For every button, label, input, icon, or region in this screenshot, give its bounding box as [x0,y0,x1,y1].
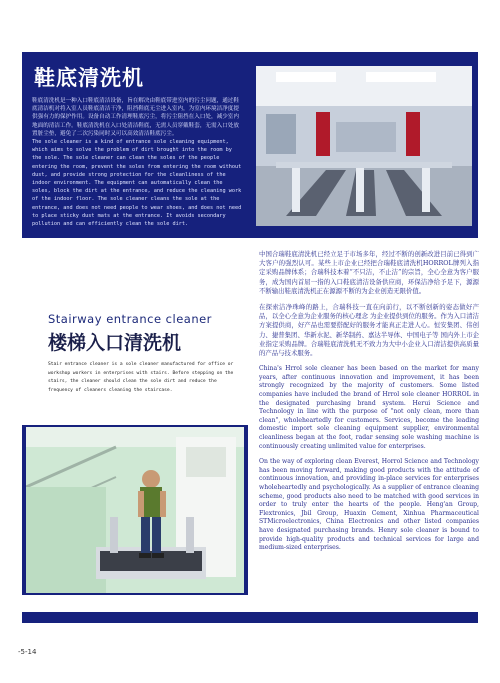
stairway-title-zh: 楼梯入口清洗机 [48,332,182,354]
stairway-body-en: Stair entrance cleaner is a sole cleaner manufactured for office or workshop workers in enterprises with stairs. Before stepping on the stairs, the cleaner should clean the sole dirt and reduce the frequency of cleaners cleaning the staircase. [48,362,234,393]
page-number: -5-14 [18,648,37,656]
stairway-photo-panel [22,425,248,595]
stairway-cleaner-photo [26,427,244,593]
paragraph-en-1: China's Hrrol sole cleaner has been based on the market for many years, after continuous innovation and improvement, it has been strongly recognized by the majority of customers. Some listed companies have included the brand of Hrrol sole cleaner HORROL in the designated purchasing brand system. Herui Science and Technology in line with the purpose of "not only clean, more than clean", wholeheartedly for customers. Services, become the leading domestic import sole cleaning equipment supplier, environmental cleanliness began at the foot, radar sensing sole washing machine is continuously creating unlimited value for enterprises. [259,365,479,450]
entrance-cleaners-photo [256,66,472,226]
sole-cleaner-body-zh: 鞋底清洗机是一种入口鞋底清洁设备，旨在解决由鞋底带进室内的污尘问题，通过鞋底清洁机对将入室人员鞋底清洁干净，阻挡鞋底无尘进入室内，为室内环境洁净度提供强有力的保护作用。设备自动工作清理鞋底污尘，将污尘阻挡在入口处，减少室内地面的清洁工作。鞋底清洗机在入口处清洁鞋底，无需人员穿戴鞋套，无需入口处放置脏尘垫，避免了二次污染同时又可以高效清洁鞋底污尘。 [32,98,239,137]
sole-cleaner-body-en: The sole cleaner is a kind of entrance sole cleaning equipment, which aims to solve the problem of dirt brought into the room by the sole. The sole cleaner can clean the soles of the people entering the room, prevent the soles from entering the room without dust, and provide strong protection for the cleanliness of the indoor environment. The equipment can automatically clean the soles, block the dirt at the entrance, and reduce the cleaning work of the indoor floor. The sole cleaner cleans the sole at the entrance, and does not need people to wear shoes, and does not need to place sticky dust mats at the entrance. It avoids secondary pollution and can efficiently clean the sole dirt. [32,139,242,228]
entrance-photo-panel [250,52,478,238]
paragraph-en-2: On the way of exploring clean Everest, Horrol Science and Technology has been moving forward, making good products with the attitude of continuous innovation, and providing in-place services for enterprises wholeheartedly and psychologically. As a supplier of entrance cleaning scheme, good products also need to be matched with good services in order to truly enter the hearts of the people. Heng'an Group, Flextronics, Jbil Group, Huaxin Cement, Xinhua Pharmaceutical STMicroelectronics, China Electronics and other listed companies have designated purchasing brands. Henry sole cleaner is bound to provide high-quality products and technical services for large and medium-sized enterprises. [259,458,479,552]
sole-cleaner-intro-panel [22,52,250,238]
paragraph-zh-1: 中国合瑞鞋底清洗机已经立足于市场多年，经过不断的创新改进目前已得到广大客户的强烈认可。某些上市企业已经把合瑞鞋底清洗机HORROL牌列入指定采购品牌体系；合瑞科技本着“不只洁，不止洁”的宗旨，全心全意为客户服务，成为国内首屈一指的入口鞋底清洁设备供应商，环保洁净给予足下，源源不断输出鞋底清洗机正在源源不断的为企业创造无限价值。 [259,250,479,295]
paragraph-zh-2: 在探索洁净珠峰的路上，合瑞科技一直在向前行，以不断创新的姿态做好产品，以全心全意为企业服务的核心理念 为企业提供到位的服务。作为入口清洁方案提供商，好产品也需要搭配好的服务才能真正走进人心。恒安集团、伟创力、捷普集团、华新水泥、新华制药、嘉达半导体、中国电子等 国内外上市企业指定采购品牌。合瑞鞋底清洗机无不致力为大中小企业入口清洁提供高质量的产品与技术服务。 [259,303,479,358]
footer-bar [22,612,478,623]
stairway-section [48,312,248,395]
stairway-subtitle-en: Stairway entrance cleaner [48,312,212,326]
sole-cleaner-title: 鞋底清洗机 [34,66,144,90]
right-text-column [259,250,479,560]
